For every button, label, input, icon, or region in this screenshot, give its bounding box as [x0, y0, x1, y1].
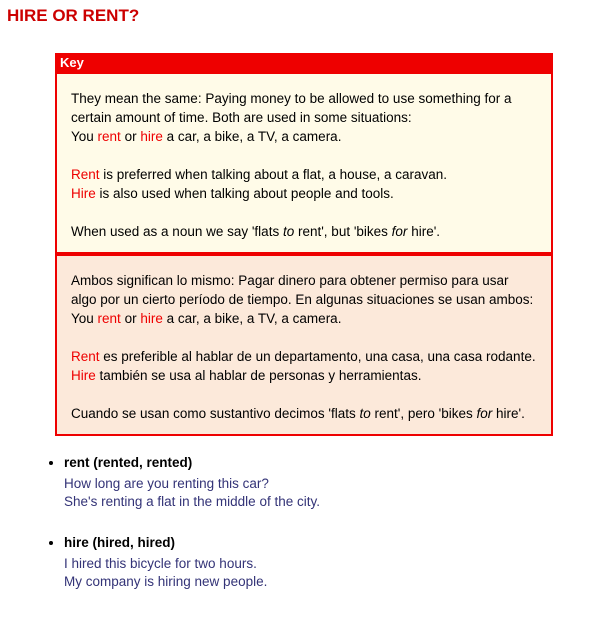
page-title: HIRE OR RENT? [7, 6, 140, 25]
vocab-example: My company is hiring new people. [64, 574, 268, 589]
key-box-header: Key [55, 53, 553, 74]
key-box [55, 53, 553, 436]
list-item [64, 534, 614, 591]
vocab-word: • hire (hired, hired) [64, 535, 176, 550]
vocab-list [0, 454, 614, 591]
vocab-word: • rent (rented, rented) [64, 455, 193, 470]
vocab-example: I hired this bicycle for two hours. [64, 556, 257, 571]
key-english-section [55, 74, 553, 252]
vocab-example: How long are you renting this car? [64, 476, 269, 491]
vocab-example: She's renting a flat in the middle of the city. [64, 494, 320, 509]
english-usage-paragraph: Rent is preferred when talking about a flat, a house, a caravan. Hire is also used when talking about people and tools. [71, 167, 447, 201]
spanish-noun-paragraph: Cuando se usan como sustantivo decimos 'flats to rent', pero 'bikes for hire'. [71, 406, 525, 421]
english-meaning-paragraph: They mean the same: Paying money to be allowed to use something for a certain amount of time. Both are used in some situations: You rent or hire a car, a bike, a TV, a camera. [71, 91, 512, 144]
key-spanish-section [55, 256, 553, 436]
english-noun-paragraph: When used as a noun we say 'flats to rent', but 'bikes for hire'. [71, 224, 441, 239]
spanish-usage-paragraph: Rent es preferible al hablar de un departamento, una casa, una casa rodante. Hire también se usa al hablar de personas y herramientas. [71, 349, 536, 383]
list-item [64, 454, 614, 511]
spanish-meaning-paragraph: Ambos significan lo mismo: Pagar dinero para obtener permiso para usar algo por un cierto período de tiempo. En algunas situaciones se usan ambos: You rent or hire a car, a bike, a TV, a camera. [71, 273, 534, 326]
